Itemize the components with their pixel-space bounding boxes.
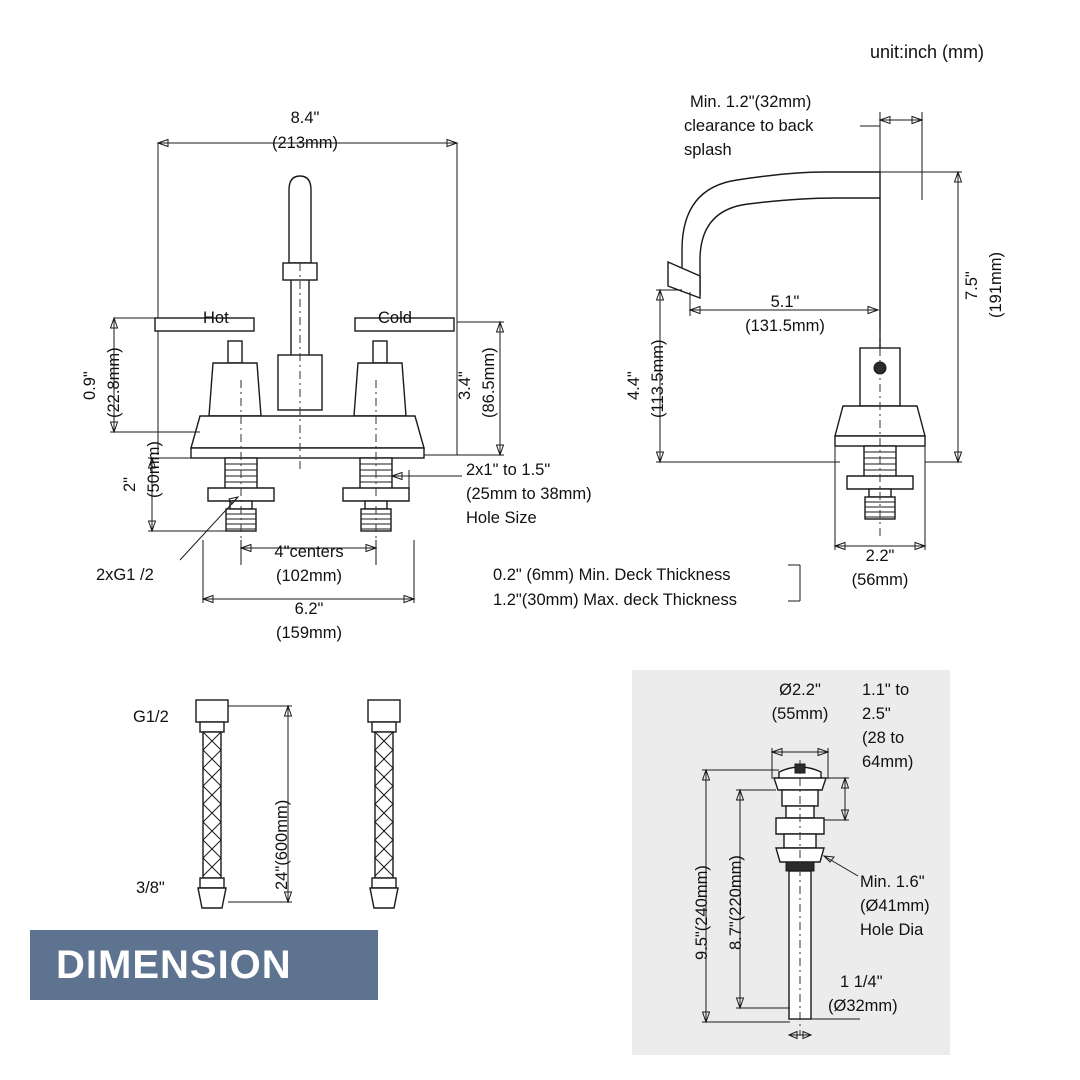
handle-hot-label: Hot: [203, 309, 229, 327]
thickness-line4: 64mm): [862, 753, 914, 771]
tail-dia-line2: (Ø32mm): [828, 997, 898, 1015]
dimension-banner-label: DIMENSION: [56, 942, 292, 987]
spout-height-mm: (113.5mm): [649, 339, 667, 418]
deck-thickness-min: 0.2" (6mm) Min. Deck Thickness: [493, 566, 731, 584]
hole-size-line1: 2x1" to 1.5": [466, 461, 551, 479]
clearance-line1: Min. 1.2"(32mm): [690, 93, 812, 111]
handle-height-mm: (22.8mm): [105, 347, 123, 418]
dimension-banner: [30, 930, 378, 1000]
total-height-inch: 7.5": [963, 271, 981, 300]
thread-callout: 2xG1 /2: [96, 566, 154, 584]
total-height-mm: (191mm): [987, 251, 1005, 318]
deck-thickness-max: 1.2"(30mm) Max. deck Thickness: [493, 591, 737, 609]
hole-size-line3: Hole Size: [466, 509, 537, 527]
hose-top-thread: G1/2: [133, 708, 169, 726]
reach-mm: (131.5mm): [745, 317, 825, 335]
base-width-mm: (159mm): [275, 624, 342, 642]
front-width-inch: 8.4": [290, 109, 320, 127]
clearance-line3: splash: [684, 141, 732, 159]
spout-height-inch: 4.4": [625, 371, 643, 400]
drain-body-length: 8.7"(220mm): [727, 855, 745, 950]
hole-dia-line1: Min. 1.6": [860, 873, 925, 891]
flange-dia-inch: Ø2.2": [779, 681, 821, 699]
tail-dia-line1: 1 1/4": [840, 973, 883, 991]
body-height-inch: 3.4": [456, 371, 474, 400]
thickness-line1: 1.1" to: [862, 681, 910, 699]
body-height-mm: (86.5mm): [480, 347, 498, 418]
handle-cold-label: Cold: [378, 309, 412, 327]
unit-note: unit:inch (mm): [869, 42, 984, 62]
hose-length: 24"(600mm): [273, 799, 291, 890]
hole-dia-line3: Hole Dia: [860, 921, 924, 939]
thickness-line3: (28 to: [862, 729, 905, 747]
handle-height-inch: 0.9": [81, 371, 99, 400]
clearance-line2: clearance to back: [684, 117, 814, 135]
flange-dia-mm: (55mm): [771, 705, 829, 723]
reach-inch: 5.1": [770, 293, 800, 311]
centers-mm: (102mm): [275, 567, 342, 585]
hose-bottom-thread: 3/8": [136, 879, 165, 897]
base-depth-inch: 2.2": [865, 547, 895, 565]
hole-dia-line2: (Ø41mm): [860, 897, 930, 915]
hole-size-line2: (25mm to 38mm): [466, 485, 592, 503]
thickness-line2: 2.5": [862, 705, 891, 723]
drain-total-length: 9.5"(240mm): [693, 865, 711, 960]
shank-length-inch: 2": [121, 476, 139, 492]
base-depth-mm: (56mm): [851, 571, 909, 589]
base-width-inch: 6.2": [294, 600, 324, 618]
front-width-mm: (213mm): [271, 134, 338, 152]
centers-inch: 4"centers: [274, 543, 344, 561]
shank-length-mm: (50mm): [145, 441, 163, 498]
